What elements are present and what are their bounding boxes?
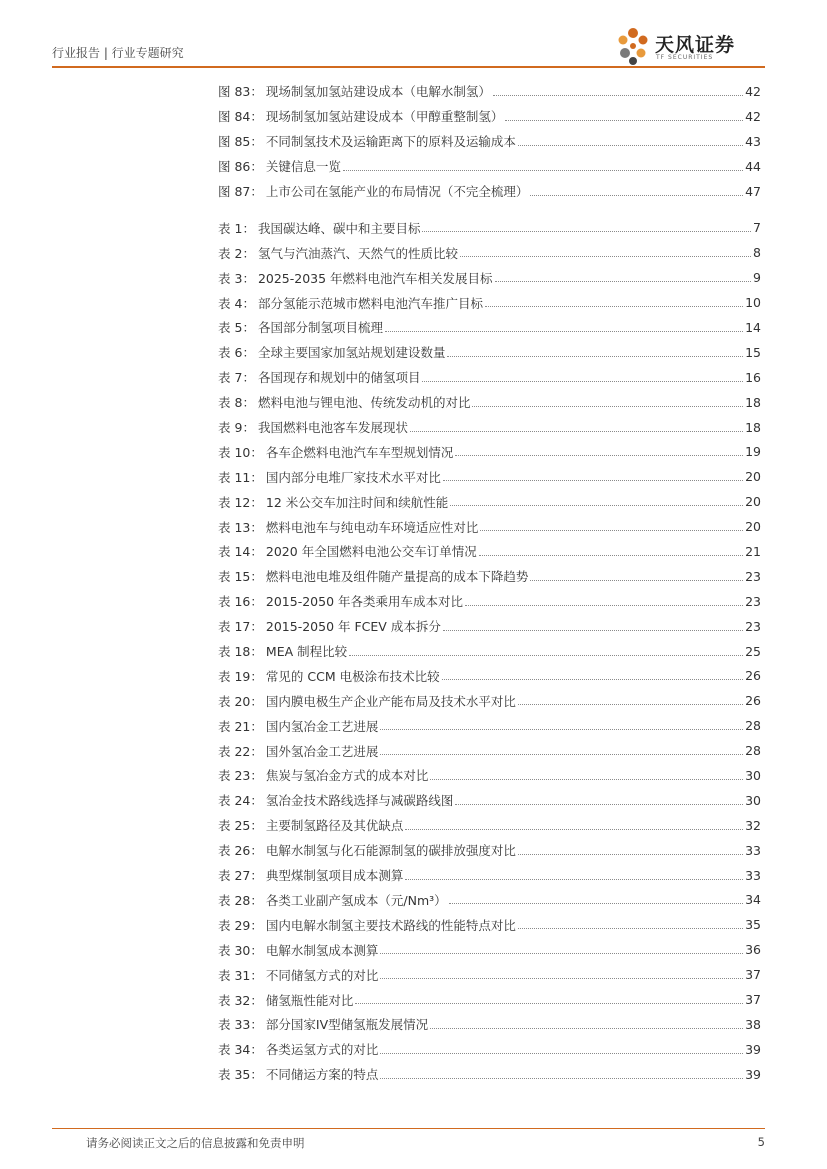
entry-label: 表 8: [218, 395, 243, 411]
toc-entry[interactable]: [218, 365, 761, 390]
dot-leader: [485, 306, 743, 307]
entry-label: 表 33: [218, 1017, 251, 1033]
dot-leader: [518, 145, 743, 146]
entry-title: 各国现存和规划中的储氢项目: [257, 370, 421, 386]
entry-separator: ：: [250, 644, 263, 660]
entry-title: 部分氢能示范城市燃料电池汽车推广目标: [257, 295, 483, 311]
entry-label: 表 23: [218, 768, 251, 784]
entry-title: 我国燃料电池客车发展现状: [257, 420, 408, 436]
entry-title: 国外氢冶金工艺进展: [265, 743, 379, 759]
entry-label: 图 86: [218, 159, 251, 175]
entry-title: 不同制氢技术及运输距离下的原料及运输成本: [265, 134, 516, 150]
entry-label: 表 29: [218, 917, 251, 933]
entry-separator: ：: [250, 569, 263, 585]
dot-leader: [443, 480, 743, 481]
entry-separator: ：: [250, 668, 263, 684]
dot-leader: [480, 530, 743, 531]
entry-separator: ：: [242, 295, 255, 311]
entry-page-number: 23: [745, 568, 761, 584]
entry-label: 表 14: [218, 544, 251, 560]
entry-page-number: 26: [745, 693, 761, 709]
entry-page-number: 44: [745, 158, 761, 174]
dot-leader: [530, 580, 743, 581]
toc-entry[interactable]: [218, 738, 761, 763]
toc-entry[interactable]: [218, 340, 761, 365]
entry-title: 各国部分制氢项目梳理: [257, 320, 383, 336]
entry-separator: ：: [250, 1042, 263, 1058]
dot-leader: [460, 256, 751, 257]
toc-entry[interactable]: [218, 863, 761, 888]
entry-page-number: 16: [745, 369, 761, 385]
entry-page-number: 8: [753, 245, 761, 261]
entry-label: 表 2: [218, 245, 243, 261]
toc-entry[interactable]: [218, 713, 761, 738]
entry-separator: ：: [250, 1067, 263, 1083]
entry-label: 图 84: [218, 109, 251, 125]
dot-leader: [405, 879, 743, 880]
entry-label: 表 31: [218, 967, 251, 983]
entry-label: 表 5: [218, 320, 243, 336]
entry-title: 电解水制氢与化石能源制氢的碳排放强度对比: [265, 843, 516, 859]
entry-title: 现场制氢加氢站建设成本（甲醇重整制氢）: [265, 109, 504, 125]
entry-title: 国内膜电极生产企业产能布局及技术水平对比: [265, 693, 516, 709]
dot-leader: [380, 754, 743, 755]
entry-title: 关键信息一览: [265, 159, 341, 175]
entry-separator: ：: [250, 109, 263, 125]
entry-label: 表 7: [218, 370, 243, 386]
dot-leader: [422, 381, 743, 382]
entry-title: 国内氢冶金工艺进展: [265, 718, 379, 734]
toc-entry[interactable]: [218, 240, 761, 265]
entry-label: 表 34: [218, 1042, 251, 1058]
entry-page-number: 37: [745, 992, 761, 1007]
entry-page-number: 36: [745, 942, 761, 958]
entry-label: 表 28: [218, 892, 251, 908]
dot-leader: [380, 1053, 743, 1054]
entry-title: 不同储运方案的特点: [265, 1067, 379, 1083]
entry-separator: ：: [250, 693, 263, 709]
entry-title: 常见的 CCM 电极涂布技术比较: [265, 668, 440, 684]
flower-logo-icon: [615, 26, 651, 66]
entry-label: 图 85: [218, 134, 251, 150]
entry-separator: ：: [250, 892, 263, 908]
entry-separator: ：: [250, 184, 263, 199]
toc-entry[interactable]: [218, 315, 761, 340]
entry-label: 表 30: [218, 942, 251, 958]
dot-leader: [430, 779, 743, 780]
entry-page-number: 21: [745, 543, 761, 559]
dot-leader: [422, 231, 751, 232]
entry-title: 氢气与汽油蒸汽、天然气的性质比较: [257, 245, 458, 261]
logo-name: 天风证券: [655, 34, 736, 56]
entry-separator: ：: [250, 942, 263, 958]
toc-entry[interactable]: [218, 1012, 761, 1037]
toc-entry[interactable]: [218, 614, 761, 639]
footer-divider: [52, 1128, 765, 1129]
entry-label: 表 10: [218, 444, 251, 460]
entry-page-number: 18: [745, 394, 761, 410]
entry-page-number: 25: [745, 643, 761, 659]
dot-leader: [472, 406, 743, 407]
entry-separator: ：: [250, 159, 263, 175]
entry-label: 表 15: [218, 569, 251, 585]
entry-title: 焦炭与氢冶金方式的成本对比: [265, 768, 429, 784]
entry-separator: ：: [250, 444, 263, 460]
section-gap: [218, 203, 761, 215]
toc-entry[interactable]: [218, 937, 761, 962]
figure-list: [218, 79, 761, 203]
dot-leader: [455, 804, 743, 805]
dot-leader: [518, 928, 743, 929]
dot-leader: [479, 555, 743, 556]
entry-label: 表 26: [218, 843, 251, 859]
entry-separator: ：: [242, 395, 255, 411]
page-number: 5: [757, 1135, 765, 1149]
entry-page-number: 20: [745, 519, 761, 535]
dot-leader: [380, 978, 743, 979]
entry-title: 典型煤制氢项目成本测算: [265, 868, 404, 884]
entry-separator: ：: [242, 270, 255, 286]
entry-label: 表 13: [218, 519, 251, 535]
entry-label: 表 27: [218, 868, 251, 884]
entry-label: 表 18: [218, 644, 251, 660]
entry-label: 图 83: [218, 84, 251, 100]
entry-title: 2020 年全国燃料电池公交车订单情况: [265, 544, 477, 560]
toc-entry[interactable]: [218, 215, 761, 240]
entry-page-number: 34: [745, 892, 761, 908]
entry-title: 2015-2050 年各类乘用车成本对比: [265, 594, 464, 610]
toc-entry[interactable]: [218, 564, 761, 589]
dot-leader: [493, 95, 743, 96]
toc-entry[interactable]: [218, 265, 761, 290]
toc-entry[interactable]: [218, 888, 761, 913]
entry-separator: ：: [250, 843, 263, 859]
entry-label: 表 4: [218, 295, 243, 311]
toc-entry[interactable]: [218, 415, 761, 440]
entry-separator: ：: [250, 494, 263, 510]
entry-label: 表 1: [218, 220, 243, 236]
toc-entry[interactable]: [218, 1062, 761, 1087]
logo-subtitle: TF SECURITIES: [656, 54, 714, 61]
toc-entry[interactable]: [218, 390, 761, 415]
entry-title: 燃料电池电堆及组件随产量提高的成本下降趋势: [265, 569, 529, 585]
entry-label: 图 87: [218, 184, 251, 199]
entry-page-number: 18: [745, 419, 761, 435]
entry-label: 表 22: [218, 743, 251, 759]
dot-leader: [450, 505, 743, 506]
entry-separator: ：: [250, 718, 263, 734]
entry-label: 表 6: [218, 345, 243, 361]
entry-separator: ：: [250, 594, 263, 610]
toc-entry[interactable]: [218, 439, 761, 464]
company-logo: [615, 26, 765, 66]
toc-entry[interactable]: [218, 788, 761, 813]
entry-page-number: 9: [753, 270, 761, 286]
entry-title: 不同储氢方式的对比: [265, 967, 379, 983]
entry-label: 表 3: [218, 270, 243, 286]
dot-leader: [380, 1078, 743, 1079]
entry-title: 储氢瓶性能对比: [265, 992, 354, 1008]
entry-separator: ：: [242, 245, 255, 261]
toc-entry[interactable]: [218, 589, 761, 614]
dot-leader: [385, 331, 743, 332]
entry-page-number: 30: [745, 767, 761, 783]
dot-leader: [442, 679, 743, 680]
entry-page-number: 20: [745, 469, 761, 485]
entry-page-number: 39: [745, 1066, 761, 1082]
entry-label: 表 20: [218, 693, 251, 709]
entry-separator: ：: [242, 320, 255, 336]
entry-separator: ：: [250, 544, 263, 560]
entry-page-number: 33: [745, 842, 761, 858]
toc-entry[interactable]: [218, 539, 761, 564]
entry-separator: ：: [250, 793, 263, 809]
entry-page-number: 37: [745, 967, 761, 983]
entry-separator: ：: [242, 220, 255, 236]
entry-page-number: 33: [745, 867, 761, 883]
toc-entry[interactable]: [218, 79, 761, 104]
entry-page-number: 23: [745, 593, 761, 609]
entry-title: 全球主要国家加氢站规划建设数量: [257, 345, 446, 361]
entry-page-number: 7: [753, 220, 761, 236]
entry-page-number: 42: [745, 83, 761, 99]
entry-label: 表 24: [218, 793, 251, 809]
entry-page-number: 20: [745, 494, 761, 510]
entry-separator: ：: [250, 967, 263, 983]
entry-title: 燃料电池与锂电池、传统发动机的对比: [257, 395, 471, 411]
entry-title: 部分国家IV型储氢瓶发展情况: [265, 1017, 429, 1033]
entry-page-number: 26: [745, 668, 761, 684]
dot-leader: [447, 356, 743, 357]
entry-title: 我国碳达峰、碳中和主要目标: [257, 220, 421, 236]
entry-title: 氢冶金技术路线选择与减碳路线图: [265, 793, 454, 809]
toc-entry[interactable]: [218, 838, 761, 863]
entry-separator: ：: [250, 768, 263, 784]
entry-separator: ：: [242, 420, 255, 436]
entry-label: 表 32: [218, 992, 251, 1008]
entry-page-number: 10: [745, 295, 761, 311]
dot-leader: [518, 854, 743, 855]
toc-entry[interactable]: [218, 179, 761, 204]
entry-separator: ：: [250, 743, 263, 759]
toc-entry[interactable]: [218, 514, 761, 539]
dot-leader: [449, 903, 743, 904]
entry-page-number: 23: [745, 618, 761, 634]
entry-separator: ：: [250, 868, 263, 884]
toc-entry[interactable]: [218, 987, 761, 1012]
entry-label: 表 17: [218, 619, 251, 635]
entry-title: 电解水制氢成本测算: [265, 942, 379, 958]
header-divider: [52, 66, 765, 68]
dot-leader: [465, 605, 743, 606]
entry-title: 各车企燃料电池汽车车型规划情况: [265, 444, 454, 460]
entry-separator: ：: [250, 134, 263, 150]
entry-page-number: 39: [745, 1041, 761, 1057]
toc-entry[interactable]: [218, 813, 761, 838]
entry-separator: ：: [242, 345, 255, 361]
entry-page-number: 30: [745, 792, 761, 808]
entry-title: 主要制氢路径及其优缺点: [265, 818, 404, 834]
entry-separator: ：: [250, 917, 263, 933]
dot-leader: [455, 455, 743, 456]
toc-entry[interactable]: [218, 154, 761, 179]
entry-title: MEA 制程比较: [265, 644, 348, 660]
entry-title: 燃料电池车与纯电动车环境适应性对比: [265, 519, 479, 535]
entry-label: 表 19: [218, 668, 251, 684]
entry-page-number: 28: [745, 743, 761, 759]
entry-label: 表 9: [218, 420, 243, 436]
entry-page-number: 35: [745, 917, 761, 933]
entry-title: 12 米公交车加注时间和续航性能: [265, 494, 449, 510]
dot-leader: [343, 170, 743, 171]
toc-entry[interactable]: [218, 912, 761, 937]
entry-separator: ：: [250, 818, 263, 834]
entry-page-number: 32: [745, 817, 761, 833]
dot-leader: [410, 431, 743, 432]
dot-leader: [405, 829, 743, 830]
entry-label: 表 12: [218, 494, 251, 510]
dot-leader: [505, 120, 743, 121]
entry-title: 2015-2050 年 FCEV 成本拆分: [265, 619, 441, 635]
entry-label: 表 16: [218, 594, 251, 610]
entry-title: 上市公司在氢能产业的布局情况（不完全梳理）: [265, 184, 529, 199]
toc-entry[interactable]: [218, 464, 761, 489]
entry-separator: ：: [250, 469, 263, 485]
toc-entry[interactable]: [218, 639, 761, 664]
toc-entry[interactable]: [218, 489, 761, 514]
entry-title: 国内部分电堆厂家技术水平对比: [265, 469, 441, 485]
toc-entry[interactable]: [218, 1037, 761, 1062]
entry-label: 表 11: [218, 469, 251, 485]
entry-separator: ：: [250, 1017, 263, 1033]
report-category-header: 行业报告 | 行业专题研究: [52, 46, 184, 60]
entry-page-number: 14: [745, 319, 761, 335]
toc-entry[interactable]: [218, 688, 761, 713]
entry-label: 表 25: [218, 818, 251, 834]
toc-entry[interactable]: [218, 104, 761, 129]
dot-leader: [349, 655, 743, 656]
toc-entry[interactable]: [218, 129, 761, 154]
toc-entry[interactable]: [218, 663, 761, 688]
entry-page-number: 42: [745, 108, 761, 124]
dot-leader: [380, 729, 743, 730]
dot-leader: [430, 1028, 743, 1029]
dot-leader: [443, 630, 743, 631]
entry-page-number: 15: [745, 344, 761, 360]
disclaimer-text: 请务必阅读正文之后的信息披露和免责申明: [86, 1136, 305, 1150]
entry-title: 2025-2035 年燃料电池汽车相关发展目标: [257, 270, 493, 286]
entry-page-number: 38: [745, 1016, 761, 1032]
entry-separator: ：: [242, 370, 255, 386]
entry-title: 各类运氢方式的对比: [265, 1042, 379, 1058]
entry-page-number: 43: [745, 133, 761, 149]
dot-leader: [355, 1003, 743, 1004]
entry-label: 表 35: [218, 1067, 251, 1083]
entry-title: 各类工业副产氢成本（元/Nm³）: [265, 892, 447, 908]
entry-page-number: 47: [745, 183, 761, 199]
toc-entry[interactable]: [218, 290, 761, 315]
entry-title: 现场制氢加氢站建设成本（电解水制氢）: [265, 84, 491, 100]
toc-entry[interactable]: [218, 763, 761, 788]
entry-separator: ：: [250, 519, 263, 535]
entry-label: 表 21: [218, 718, 251, 734]
entry-separator: ：: [250, 619, 263, 635]
table-of-contents: [218, 79, 761, 1087]
entry-title: 国内电解水制氢主要技术路线的性能特点对比: [265, 917, 516, 933]
entry-separator: ：: [250, 84, 263, 100]
table-list: [218, 215, 761, 1086]
entry-separator: ：: [250, 992, 263, 1008]
dot-leader: [530, 195, 743, 196]
dot-leader: [380, 953, 743, 954]
toc-entry[interactable]: [218, 962, 761, 987]
dot-leader: [495, 281, 751, 282]
dot-leader: [518, 704, 743, 705]
entry-page-number: 28: [745, 718, 761, 734]
entry-page-number: 19: [745, 444, 761, 460]
